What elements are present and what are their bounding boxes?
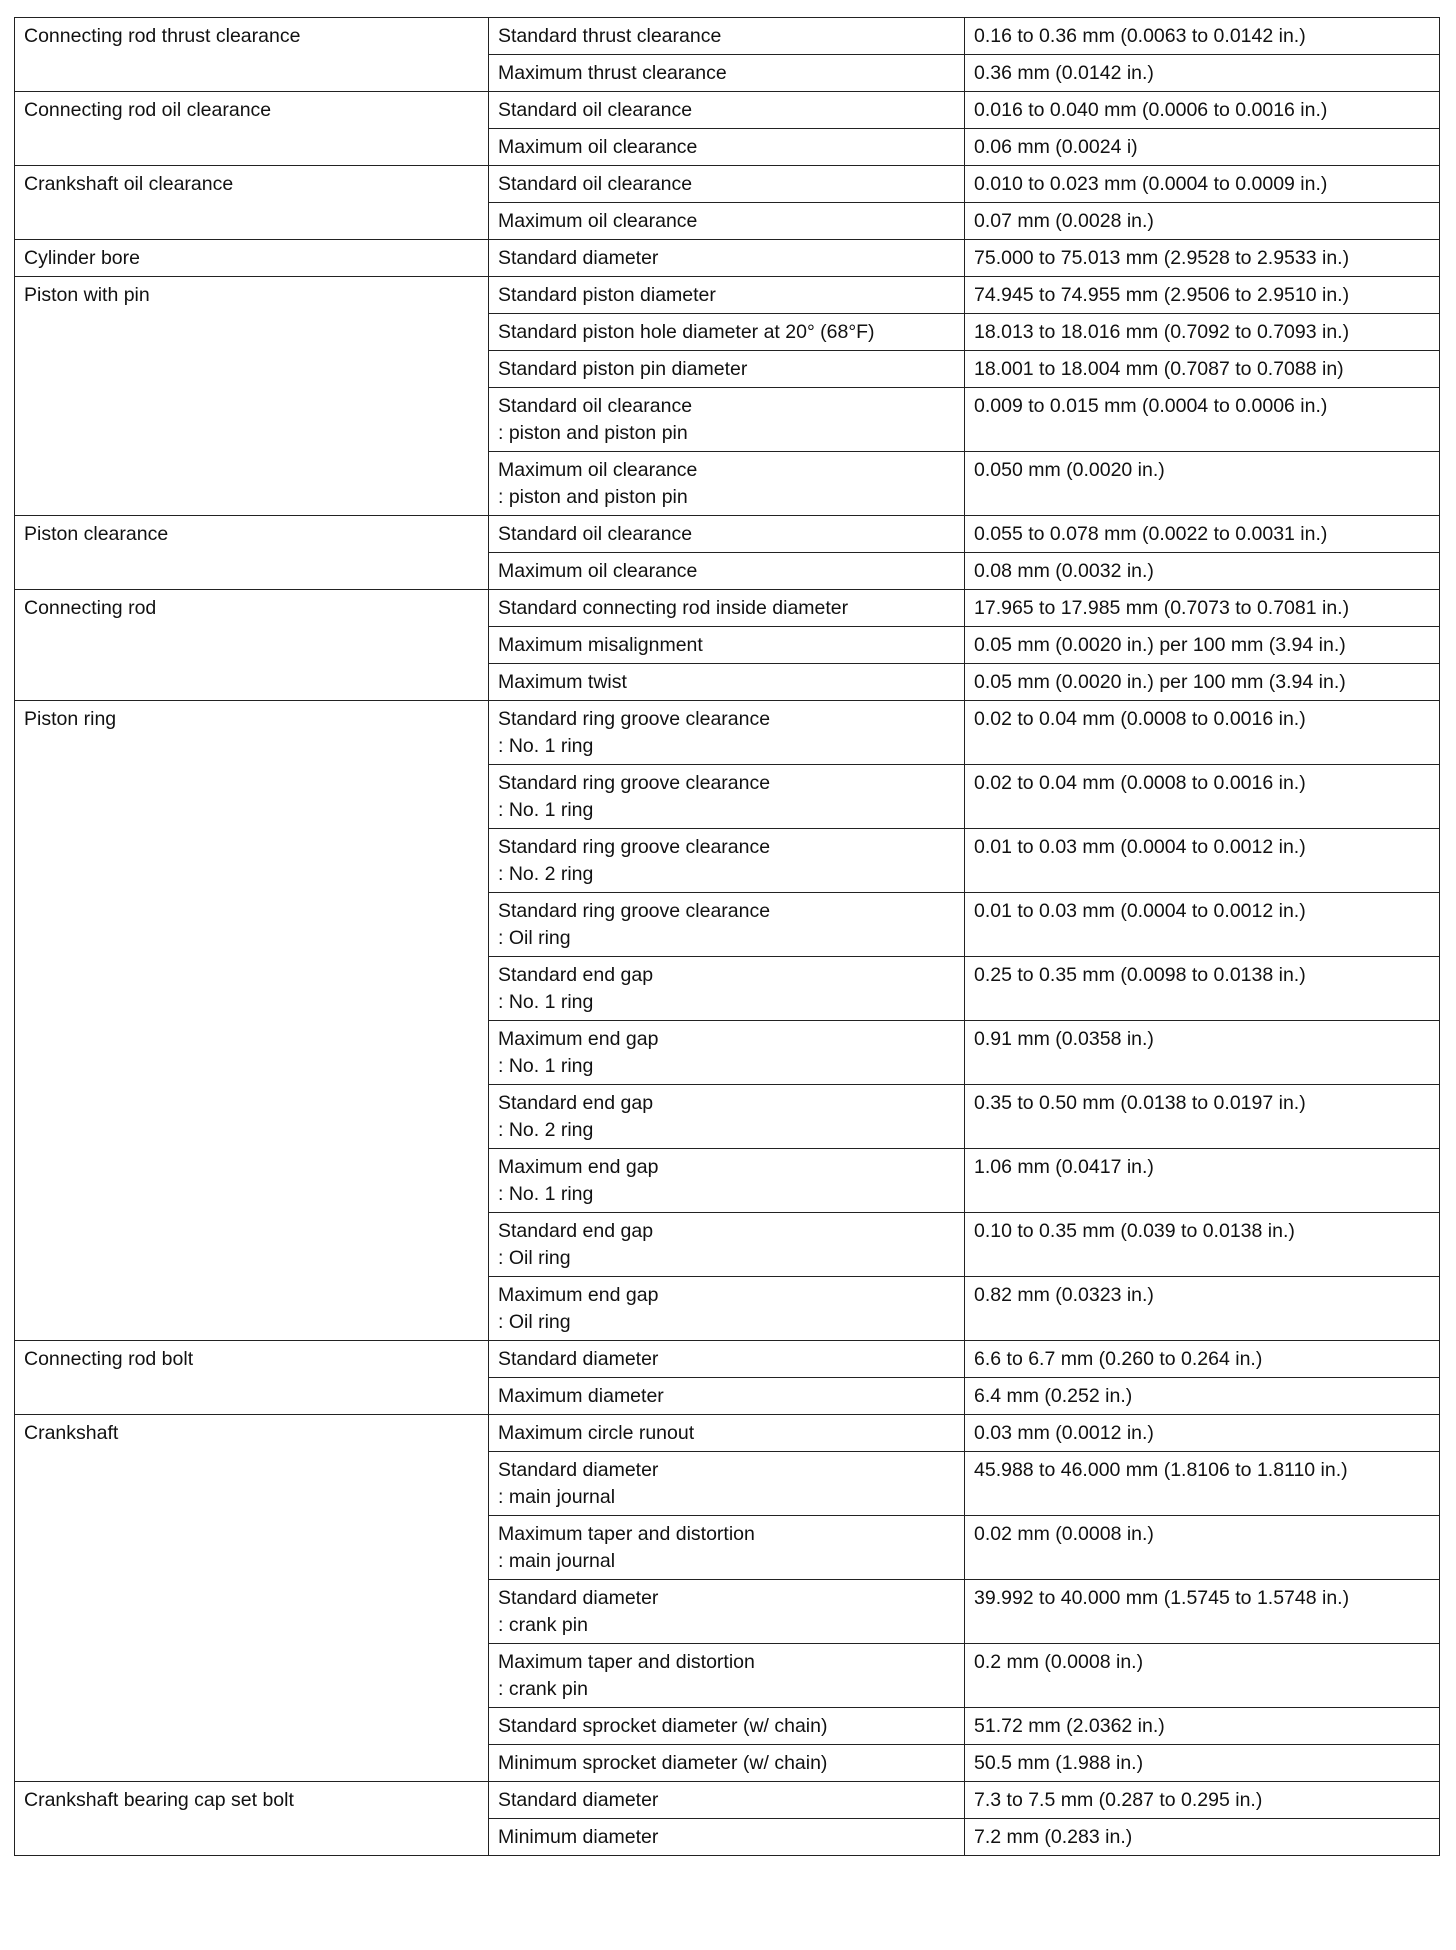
spec-value-cell: 6.6 to 6.7 mm (0.260 to 0.264 in.) [965,1341,1440,1378]
spec-value-cell: 0.02 to 0.04 mm (0.0008 to 0.0016 in.) [965,765,1440,829]
table-row [15,1782,1440,1819]
spec-item-line: : No. 1 ring [498,1183,594,1205]
component-cell: Piston with pin [15,277,489,516]
spec-item-line: : No. 1 ring [498,799,594,821]
spec-item-line: Standard thrust clearance [498,25,722,47]
table-row [15,92,1440,129]
spec-item-cell [489,277,965,314]
spec-value-cell: 18.001 to 18.004 mm (0.7087 to 0.7088 in) [965,351,1440,388]
spec-item-line: Standard end gap [498,964,654,986]
spec-value-cell: 0.05 mm (0.0020 in.) per 100 mm (3.94 in.) [965,627,1440,664]
spec-item-cell [489,553,965,590]
spec-item-cell [489,1085,965,1149]
table-row [15,240,1440,277]
spec-item-cell [489,92,965,129]
component-cell: Piston clearance [15,516,489,590]
spec-item-line: Minimum diameter [498,1826,659,1848]
spec-value-cell: 0.08 mm (0.0032 in.) [965,553,1440,590]
spec-value-cell: 0.10 to 0.35 mm (0.039 to 0.0138 in.) [965,1213,1440,1277]
spec-item-cell [489,1415,965,1452]
spec-item-line: Maximum end gap [498,1028,659,1050]
spec-value-cell: 7.2 mm (0.283 in.) [965,1819,1440,1856]
specification-table [14,17,1440,1856]
spec-item-line: Maximum oil clearance [498,210,698,232]
component-cell: Crankshaft bearing cap set bolt [15,1782,489,1856]
spec-item-line: Standard oil clearance [498,523,693,545]
spec-item-line: Standard diameter [498,247,659,269]
spec-value-cell: 1.06 mm (0.0417 in.) [965,1149,1440,1213]
spec-item-cell [489,388,965,452]
component-cell: Connecting rod oil clearance [15,92,489,166]
spec-item-line: Maximum misalignment [498,634,703,656]
spec-value-cell: 45.988 to 46.000 mm (1.8106 to 1.8110 in.) [965,1452,1440,1516]
spec-item-line: Standard ring groove clearance [498,900,771,922]
spec-value-cell: 0.01 to 0.03 mm (0.0004 to 0.0012 in.) [965,829,1440,893]
table-row [15,1415,1440,1452]
spec-item-line: Standard piston hole diameter at 20° (68°F) [498,321,875,343]
spec-value-cell: 0.05 mm (0.0020 in.) per 100 mm (3.94 in.) [965,664,1440,701]
spec-value-cell: 75.000 to 75.013 mm (2.9528 to 2.9533 in.) [965,240,1440,277]
table-row [15,590,1440,627]
spec-item-cell [489,1341,965,1378]
spec-item-cell [489,664,965,701]
spec-item-line: Maximum twist [498,671,627,693]
spec-item-cell [489,240,965,277]
spec-item-line: Maximum diameter [498,1385,664,1407]
spec-item-line: : Oil ring [498,1247,571,1269]
spec-item-line: Maximum taper and distortion [498,1651,755,1673]
spec-item-cell [489,452,965,516]
spec-value-cell: 0.055 to 0.078 mm (0.0022 to 0.0031 in.) [965,516,1440,553]
spec-item-cell [489,1452,965,1516]
spec-item-line: Standard piston pin diameter [498,358,748,380]
spec-value-cell: 0.36 mm (0.0142 in.) [965,55,1440,92]
table-row [15,166,1440,203]
spec-item-line: : No. 1 ring [498,735,594,757]
spec-value-cell: 17.965 to 17.985 mm (0.7073 to 0.7081 in.) [965,590,1440,627]
component-cell: Connecting rod thrust clearance [15,18,489,92]
spec-item-cell [489,701,965,765]
spec-item-cell [489,1782,965,1819]
spec-item-line: : main journal [498,1486,616,1508]
spec-item-cell [489,1644,965,1708]
spec-value-cell: 0.03 mm (0.0012 in.) [965,1415,1440,1452]
spec-item-line: Maximum oil clearance [498,136,698,158]
spec-item-cell [489,203,965,240]
spec-item-line: : Oil ring [498,1311,571,1333]
spec-item-line: : crank pin [498,1678,588,1700]
spec-item-line: : crank pin [498,1614,588,1636]
spec-item-line: Standard sprocket diameter (w/ chain) [498,1715,828,1737]
spec-item-line: Maximum taper and distortion [498,1523,755,1545]
spec-item-line: Minimum sprocket diameter (w/ chain) [498,1752,828,1774]
spec-value-cell: 7.3 to 7.5 mm (0.287 to 0.295 in.) [965,1782,1440,1819]
spec-item-line: : Oil ring [498,927,571,949]
spec-item-cell [489,166,965,203]
component-cell: Piston ring [15,701,489,1341]
spec-item-line: Standard end gap [498,1220,654,1242]
spec-value-cell: 50.5 mm (1.988 in.) [965,1745,1440,1782]
table-row [15,516,1440,553]
spec-item-cell [489,129,965,166]
spec-item-line: Standard diameter [498,1459,659,1481]
spec-item-line: Standard ring groove clearance [498,708,771,730]
spec-item-cell [489,765,965,829]
component-cell: Connecting rod bolt [15,1341,489,1415]
spec-item-cell [489,1378,965,1415]
spec-item-cell [489,1021,965,1085]
spec-value-cell: 0.010 to 0.023 mm (0.0004 to 0.0009 in.) [965,166,1440,203]
table-row [15,277,1440,314]
spec-value-cell: 0.2 mm (0.0008 in.) [965,1644,1440,1708]
spec-value-cell: 74.945 to 74.955 mm (2.9506 to 2.9510 in.) [965,277,1440,314]
spec-item-cell [489,516,965,553]
spec-value-cell: 39.992 to 40.000 mm (1.5745 to 1.5748 in.) [965,1580,1440,1644]
spec-item-cell [489,18,965,55]
spec-value-cell: 0.82 mm (0.0323 in.) [965,1277,1440,1341]
spec-item-line: Standard end gap [498,1092,654,1114]
spec-item-cell [489,1819,965,1856]
spec-item-line: Standard diameter [498,1789,659,1811]
spec-value-cell: 0.25 to 0.35 mm (0.0098 to 0.0138 in.) [965,957,1440,1021]
spec-item-cell [489,1213,965,1277]
spec-item-cell [489,1745,965,1782]
component-cell: Connecting rod [15,590,489,701]
spec-item-cell [489,1516,965,1580]
specification-table-body [15,18,1440,1856]
spec-item-line: Standard oil clearance [498,173,693,195]
spec-value-cell: 0.91 mm (0.0358 in.) [965,1021,1440,1085]
spec-item-line: Standard diameter [498,1348,659,1370]
spec-item-cell [489,627,965,664]
spec-value-cell: 0.07 mm (0.0028 in.) [965,203,1440,240]
table-row [15,701,1440,765]
spec-item-line: : No. 1 ring [498,1055,594,1077]
spec-item-line: Maximum oil clearance [498,459,698,481]
spec-value-cell: 0.016 to 0.040 mm (0.0006 to 0.0016 in.) [965,92,1440,129]
spec-item-line: Standard oil clearance [498,395,693,417]
component-cell: Crankshaft [15,1415,489,1782]
spec-item-line: : No. 2 ring [498,863,594,885]
spec-item-cell [489,893,965,957]
component-cell: Crankshaft oil clearance [15,166,489,240]
spec-item-line: : main journal [498,1550,616,1572]
spec-item-line: Standard piston diameter [498,284,716,306]
spec-item-cell [489,829,965,893]
spec-value-cell: 0.02 mm (0.0008 in.) [965,1516,1440,1580]
spec-value-cell: 0.01 to 0.03 mm (0.0004 to 0.0012 in.) [965,893,1440,957]
spec-item-cell [489,1277,965,1341]
spec-item-line: Maximum end gap [498,1284,659,1306]
spec-item-cell [489,590,965,627]
spec-item-cell [489,1708,965,1745]
spec-item-line: : piston and piston pin [498,486,688,508]
spec-value-cell: 0.35 to 0.50 mm (0.0138 to 0.0197 in.) [965,1085,1440,1149]
spec-item-line: Maximum end gap [498,1156,659,1178]
table-row [15,1341,1440,1378]
spec-item-line: : No. 1 ring [498,991,594,1013]
spec-value-cell: 0.009 to 0.015 mm (0.0004 to 0.0006 in.) [965,388,1440,452]
spec-item-cell [489,1149,965,1213]
spec-value-cell: 6.4 mm (0.252 in.) [965,1378,1440,1415]
spec-value-cell: 0.050 mm (0.0020 in.) [965,452,1440,516]
spec-value-cell: 18.013 to 18.016 mm (0.7092 to 0.7093 in.) [965,314,1440,351]
spec-item-cell [489,1580,965,1644]
spec-item-cell [489,314,965,351]
spec-item-line: : No. 2 ring [498,1119,594,1141]
spec-item-line: Maximum thrust clearance [498,62,727,84]
spec-value-cell: 0.16 to 0.36 mm (0.0063 to 0.0142 in.) [965,18,1440,55]
spec-value-cell: 51.72 mm (2.0362 in.) [965,1708,1440,1745]
spec-value-cell: 0.06 mm (0.0024 i) [965,129,1440,166]
spec-item-line: : piston and piston pin [498,422,688,444]
spec-item-line: Standard ring groove clearance [498,836,771,858]
spec-item-line: Standard connecting rod inside diameter [498,597,849,619]
spec-item-line: Maximum circle runout [498,1422,695,1444]
spec-item-line: Standard oil clearance [498,99,693,121]
spec-value-cell: 0.02 to 0.04 mm (0.0008 to 0.0016 in.) [965,701,1440,765]
spec-item-cell [489,957,965,1021]
spec-item-cell [489,351,965,388]
component-cell: Cylinder bore [15,240,489,277]
spec-item-line: Maximum oil clearance [498,560,698,582]
spec-item-cell [489,55,965,92]
spec-item-line: Standard ring groove clearance [498,772,771,794]
table-row [15,18,1440,55]
spec-item-line: Standard diameter [498,1587,659,1609]
